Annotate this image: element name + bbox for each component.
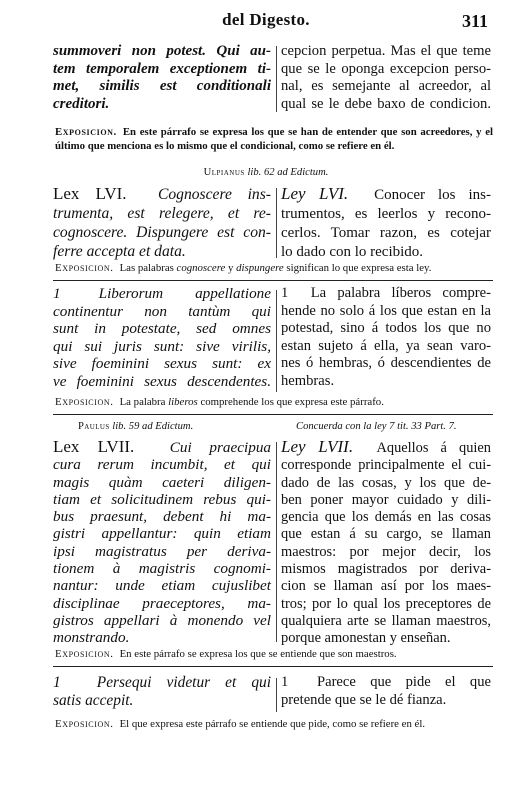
exposicion-label: Exposicion. (55, 262, 114, 274)
spanish-line: cion se llaman así por los maes- (281, 578, 491, 595)
paragraph-number: 1 (53, 285, 61, 302)
column-divider (276, 188, 277, 258)
latin-line: tiam et solicitudinem rebus qui- (53, 490, 271, 508)
latin-line: tem temporalem exceptionem ti- (53, 60, 271, 77)
running-title: del Digesto. (222, 10, 310, 29)
para-1-spanish (281, 285, 491, 391)
exposicion-2: Exposicion. Las palabras cognoscere y dispungere significan lo que expresa esta ley. (55, 262, 432, 274)
spanish-line: pretende que se le dé fianza. (281, 691, 447, 708)
spanish-line: qual se le debe baxo de condicion. (281, 95, 491, 112)
latin-line: nantur: unde etiam cujuslibet (53, 577, 271, 595)
latin-line: Cognoscere ins- (157, 186, 271, 203)
latin-line: ipsi magistratus per deriva- (53, 542, 271, 560)
citation-ulpianus (0, 167, 532, 178)
column-divider (276, 442, 277, 642)
para-2-spanish (281, 674, 491, 709)
citation-ref: lib. 59 ad Edictum. (112, 421, 194, 432)
spanish-line: dado de las cosas, y los que de- (281, 474, 491, 491)
latin-continuation (53, 43, 271, 113)
spanish-line: qualquiera arte se llaman maestros, (281, 612, 491, 629)
spanish-line: potestad, sino á todos los que no (281, 320, 491, 337)
exposicion-label: Exposicion. (55, 126, 117, 138)
spanish-line: nes ó hembras, ó descendientes de (281, 355, 491, 372)
para-2-block (0, 674, 532, 714)
spanish-line: estan sujeto á ella, ya sean varo- (281, 337, 491, 354)
ley-57-heading: Ley LVII. (281, 437, 354, 456)
latin-line: Liberorum appellatione (98, 285, 271, 302)
citation-ref: lib. 62 ad Edictum. (247, 167, 329, 178)
latin-line: magis quàm caeteri diligen- (53, 473, 271, 491)
spanish-line: gencia que los demás en las cosas (281, 509, 491, 526)
latin-line: gistri appellantur: quin etiam (53, 525, 271, 543)
exposicion-4 (55, 648, 493, 662)
section-rule (53, 666, 493, 667)
column-divider (276, 290, 277, 392)
latin-line: trumenta, est relegere, et re- (53, 205, 271, 222)
latin-line: met, similis est conditionali (53, 78, 271, 95)
latin-line: Cui praecipua (169, 439, 272, 456)
spanish-line: cepcion perpetua. Mas el que teme (281, 43, 491, 59)
spanish-line: que se le oponga excepcion perso- (281, 60, 491, 77)
latin-line: ve foeminini sexus descendentes. (53, 372, 271, 390)
latin-line: bus praesunt, debent hi ma- (53, 508, 271, 526)
section-rule (53, 414, 493, 415)
lex-57-block (0, 437, 532, 647)
lex-56-block (0, 184, 532, 264)
section-rule (53, 280, 493, 281)
lex-57-latin (53, 438, 271, 647)
spanish-line: cerlos. Tomar razon, es cotejar (281, 225, 491, 241)
running-header (0, 10, 532, 32)
spanish-line: hembras. (281, 372, 335, 389)
exposicion-label: Exposicion. (55, 648, 114, 660)
latin-line: sunt in potestate, sed omnes (53, 320, 271, 338)
lex-56-spanish (281, 184, 491, 262)
exposicion-text: En este párrafo se expresa los que se han de entender que son acreedores, y el último que menciona es lo mismo que el condicional, como se refiere en él. (55, 126, 493, 152)
latin-line: disciplinae praeceptores, ma- (53, 594, 271, 612)
paragraph-number: 1 (281, 285, 289, 301)
spanish-line: La palabra líberos compre- (310, 285, 492, 301)
column-divider (276, 46, 277, 112)
latin-line: qui sui juris sunt: sive virilis, (53, 337, 271, 355)
exposicion-5 (55, 718, 493, 732)
latin-line: cura rerum incumbit, et qui (53, 456, 271, 474)
continuation-block (0, 43, 532, 115)
latin-line: gistros appellari à monendo vel (53, 611, 271, 629)
latin-line: continentur non tantùm qui (53, 302, 271, 320)
latin-line: satis accepit. (53, 691, 134, 709)
spanish-continuation (281, 43, 491, 113)
spanish-line: lo dado con lo recibido. (281, 244, 424, 260)
citation-concuerda (296, 421, 457, 432)
spanish-line: tros; por lo qual los preceptores de (281, 595, 491, 612)
spanish-line: trumentos, es leerlos y recono- (281, 206, 491, 222)
exposicion-text: El que expresa este párrafo se entiende que pide, como se refiere en él. (119, 718, 426, 730)
exposicion-text: En este párrafo se expresa los que se entiende que son maestros. (119, 648, 397, 660)
exposicion-3: Exposicion. La palabra liberos comprehende los que expresa este párrafo. (55, 396, 384, 408)
spanish-line: hende no solo á los que estan en la (281, 302, 491, 319)
spanish-line: porque amonestan y enseñan. (281, 630, 451, 647)
lex-57-heading: Lex LVII. (53, 437, 135, 456)
latin-line: summoveri non potest. Qui au- (53, 43, 271, 59)
spanish-line: nal, es semejante al acreedor, al (281, 78, 491, 95)
latin-line: Persequi videtur et qui (96, 674, 271, 691)
para-1-latin (53, 285, 271, 391)
lex-56-latin (53, 184, 271, 261)
exposicion-label: Exposicion. (55, 718, 114, 730)
spanish-line: Conocer los ins- (374, 187, 491, 203)
citation-author: Paulus (78, 421, 110, 432)
citation-author: Ulpianus (203, 167, 245, 178)
spanish-line: Aquellos á quien (376, 440, 491, 456)
spanish-line: maestros: por mejor decir, los (281, 543, 491, 560)
spanish-line: mismos magistrados por deriva- (281, 561, 491, 578)
latin-line: sive foeminini sexus sunt: ex (53, 355, 271, 373)
latin-line: tionem à magistris cognomi- (53, 560, 271, 578)
spanish-line: corresponde principalmente el cui- (281, 457, 491, 474)
column-divider (276, 678, 277, 712)
lex-56-heading: Lex LVI. (53, 184, 127, 203)
latin-line: ferre accepta et data. (53, 243, 186, 260)
lex-57-spanish (281, 438, 491, 648)
paragraph-number: 1 (53, 674, 61, 691)
page-number: 311 (461, 11, 488, 31)
citation-ref: Concuerda con la ley 7 tit. 33 Part. 7. (296, 421, 457, 432)
spanish-line: que estan á su cargo, se llaman (281, 526, 491, 543)
latin-line: creditori. (53, 95, 110, 112)
paragraph-number: 1 (281, 674, 289, 690)
latin-line: cognoscere. Dispungere est con- (53, 224, 271, 241)
para-2-latin (53, 674, 271, 709)
exposicion-label: Exposicion. (55, 396, 114, 408)
spanish-line: Parece que pide el que (316, 674, 491, 690)
para-1-block (0, 285, 532, 393)
spanish-line: ben poner mayor cuidado y dili- (281, 491, 491, 508)
exposicion-1 (55, 126, 493, 153)
latin-line: monstrando. (53, 629, 130, 647)
ley-56-heading: Ley LVI. (281, 184, 349, 203)
citation-paulus (78, 421, 193, 432)
